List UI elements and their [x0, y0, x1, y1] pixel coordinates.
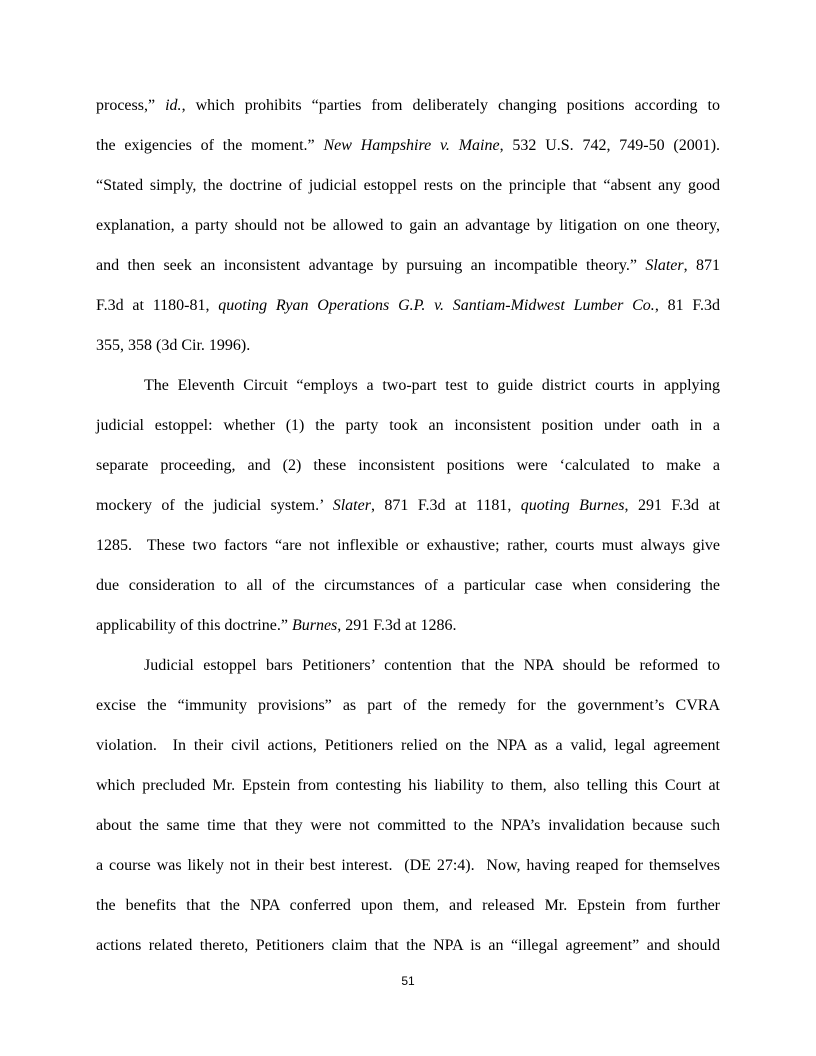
text-line [96, 934, 720, 958]
text-run: a course was likely not in their best interest. (DE 27:4). Now, having reaped for themselves [96, 857, 720, 874]
text-run: , 532 U.S. 742, 749-50 (2001). [499, 137, 721, 154]
text-line [96, 334, 720, 358]
case-citation-italic: New Hampshire v. Maine [323, 137, 500, 154]
case-citation-italic: Slater [645, 257, 684, 274]
text-run: , 81 F.3d [654, 297, 720, 314]
text-line [96, 454, 720, 478]
text-line [96, 814, 720, 838]
case-citation-italic: id. [165, 97, 182, 114]
text-run: , which prohibits “parties from deliberately changing positions according to [181, 97, 720, 114]
case-citation-italic: Burnes [291, 617, 338, 634]
paragraph-first-line [144, 654, 720, 678]
text-run: explanation, a party should not be allowed to gain an advantage by litigation on one theory, [96, 217, 720, 234]
text-run: mockery of the judicial system.’ [96, 497, 333, 514]
text-run: 1285. These two factors “are not inflexible or exhaustive; rather, courts must always give [96, 537, 720, 554]
text-run: 355, 358 (3d Cir. 1996). [96, 337, 251, 354]
text-run: , 871 [683, 257, 721, 274]
text-run: about the same time that they were not committed to the NPA’s invalidation because such [96, 817, 720, 834]
text-line [96, 174, 720, 198]
case-citation-italic: quoting Burnes [520, 497, 625, 514]
text-run: and then seek an inconsistent advantage by pursuing an incompatible theory.” [96, 257, 646, 274]
text-run: F.3d at 1180-81, [96, 297, 219, 314]
text-line [96, 894, 720, 918]
text-run: applicability of this doctrine.” [96, 617, 292, 634]
text-line [96, 854, 720, 878]
text-run: process,” [96, 97, 166, 114]
text-run: judicial estoppel: whether (1) the party took an inconsistent position under oath in a [96, 417, 720, 434]
case-citation-italic: quoting Ryan Operations G.P. v. Santiam-Midwest Lumber Co. [218, 297, 655, 314]
text-line [96, 414, 720, 438]
text-run: violation. In their civil actions, Petitioners relied on the NPA as a valid, legal agreement [96, 737, 720, 754]
text-line [96, 574, 720, 598]
text-run: “Stated simply, the doctrine of judicial estoppel rests on the principle that “absent any good [96, 177, 720, 194]
text-line [96, 214, 720, 238]
text-run: separate proceeding, and (2) these inconsistent positions were ‘calculated to make a [96, 457, 720, 474]
text-run: due consideration to all of the circumstances of a particular case when considering the [96, 577, 720, 594]
text-run: the benefits that the NPA conferred upon them, and released Mr. Epstein from further [96, 897, 720, 914]
text-line [96, 134, 720, 158]
text-run: The Eleventh Circuit “employs a two-part test to guide district courts in applying [144, 377, 720, 394]
text-line [96, 294, 720, 318]
text-line [96, 254, 720, 278]
text-run: excise the “immunity provisions” as part of the remedy for the government’s CVRA [96, 697, 720, 714]
text-run: the exigencies of the moment.” [96, 137, 324, 154]
text-line [96, 734, 720, 758]
text-run: , 871 F.3d at 1181, [370, 497, 521, 514]
text-line [96, 494, 720, 518]
text-run: , 291 F.3d at [624, 497, 721, 514]
text-line [96, 694, 720, 718]
text-line [96, 774, 720, 798]
case-citation-italic: Slater [332, 497, 371, 514]
text-line [96, 534, 720, 558]
text-run: which precluded Mr. Epstein from contesting his liability to them, also telling this Court at [96, 777, 720, 794]
page-number: 51 [401, 974, 415, 988]
text-run: Judicial estoppel bars Petitioners’ contention that the NPA should be reformed to [144, 657, 720, 674]
text-run: , 291 F.3d at 1286. [337, 617, 457, 634]
text-line [96, 614, 720, 638]
text-run: actions related thereto, Petitioners claim that the NPA is an “illegal agreement” and should [96, 937, 720, 954]
text-line [96, 94, 720, 118]
paragraph-first-line [144, 374, 720, 398]
